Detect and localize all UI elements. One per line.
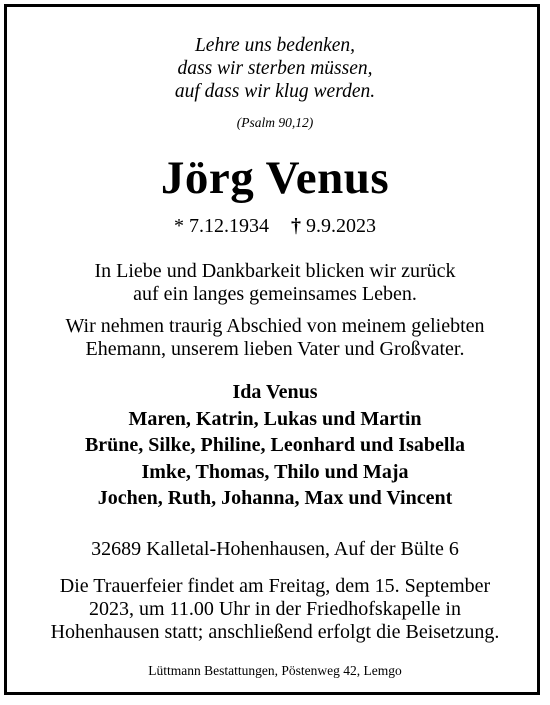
mourner-line: Brüne, Silke, Philine, Leonhard und Isabella — [84, 434, 466, 456]
birth-symbol: * — [174, 215, 184, 237]
farewell-paragraph — [0, 315, 550, 360]
quote-line-3: auf dass wir klug werden. — [174, 81, 376, 102]
farewell-line-2: Ehemann, unserem lieben Vater und Großvater. — [85, 337, 465, 360]
death-date: 9.9.2023 — [306, 215, 376, 237]
funeral-service-info — [0, 575, 550, 644]
gratitude-paragraph — [0, 260, 550, 305]
psalm-quote — [0, 34, 550, 103]
family-address: 32689 Kalletal-Hohenhausen, Auf der Bülte 6 — [91, 538, 459, 560]
service-line-2: 2023, um 11.00 Uhr in der Friedhofskapelle in — [89, 598, 461, 620]
death-cross-icon: † — [291, 215, 301, 237]
mourners-list — [0, 379, 550, 512]
quote-line-1: Lehre uns bedenken, — [194, 35, 356, 56]
service-line-3: Hohenhausen statt; anschließend erfolgt die Beisetzung. — [50, 621, 500, 643]
mourner-line: Ida Venus — [232, 381, 318, 403]
mourner-line: Imke, Thomas, Thilo und Maja — [141, 460, 409, 483]
life-dates — [0, 213, 550, 239]
quote-line-2: dass wir sterben müssen, — [177, 58, 373, 79]
gratitude-line-2: auf ein langes gemeinsames Leben. — [133, 282, 417, 305]
deceased-name: Jörg Venus — [160, 152, 390, 204]
service-line-1: Die Trauerfeier findet am Freitag, dem 15. September — [59, 575, 491, 597]
birth-date: 7.12.1934 — [189, 215, 269, 237]
gratitude-line-1: In Liebe und Dankbarkeit blicken wir zurück — [94, 260, 456, 282]
mourner-line: Maren, Katrin, Lukas und Martin — [128, 407, 422, 430]
funeral-home-footer: Lüttmann Bestattungen, Pöstenweg 42, Lemgo — [148, 663, 402, 678]
quote-source: (Psalm 90,12) — [236, 115, 314, 130]
mourner-line: Jochen, Ruth, Johanna, Max und Vincent — [97, 487, 453, 509]
farewell-line-1: Wir nehmen traurig Abschied von meinem geliebten — [65, 315, 485, 337]
